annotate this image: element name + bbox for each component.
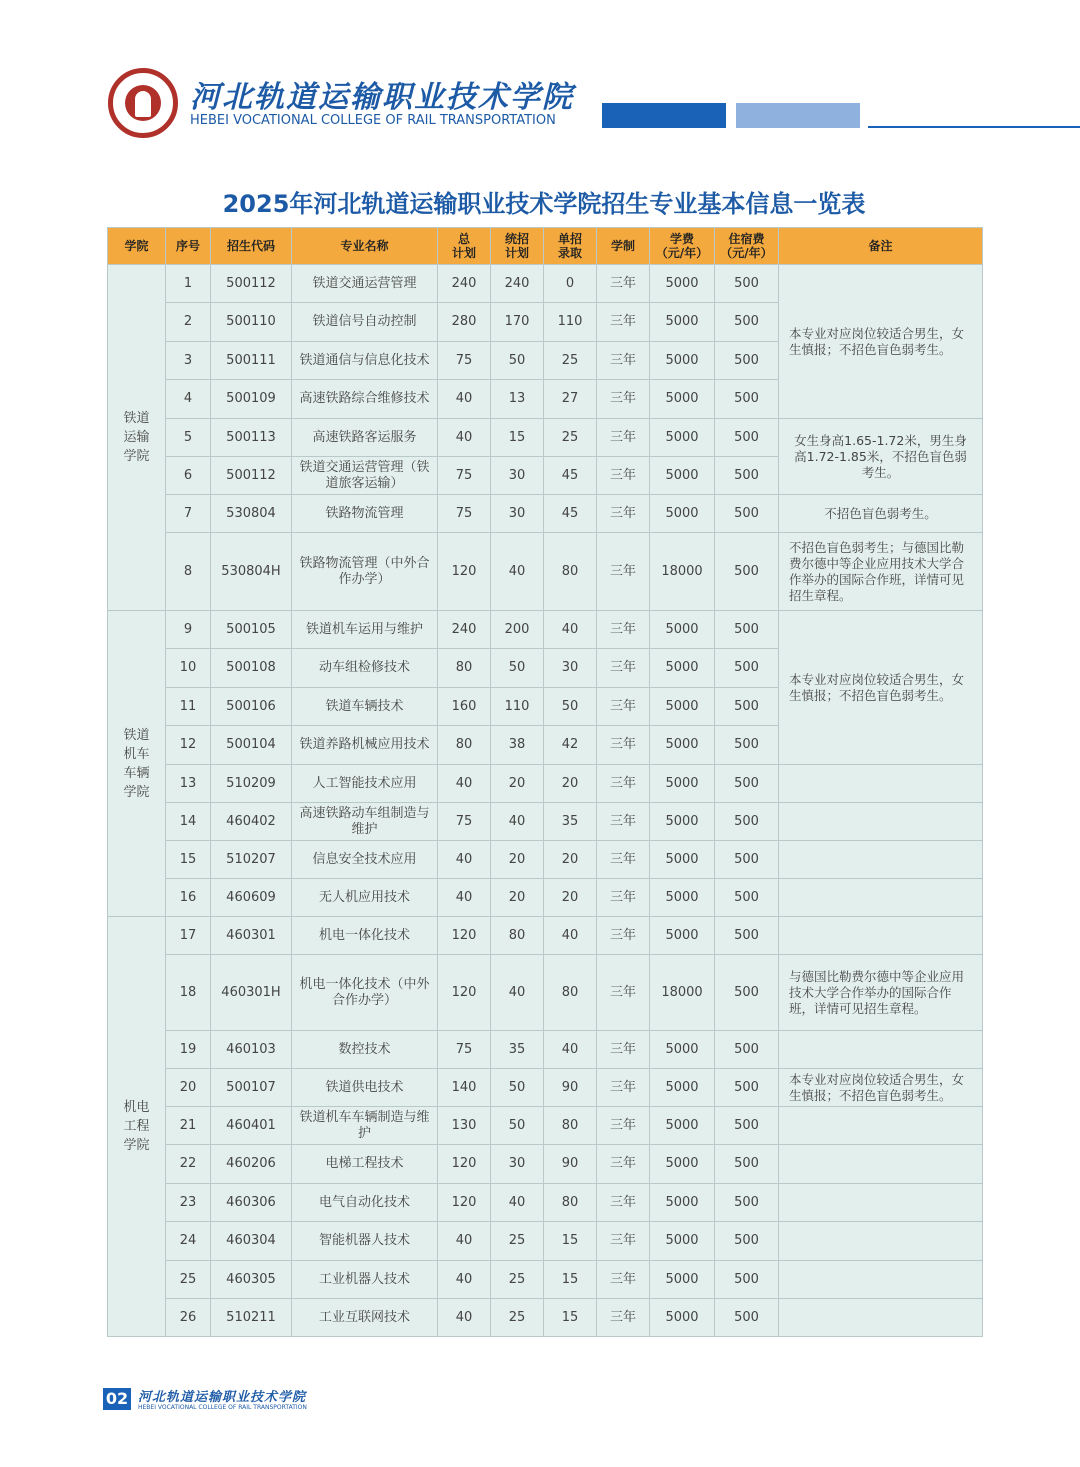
cell-years: 三年 <box>597 841 650 879</box>
cell-note <box>779 1261 983 1299</box>
cell-major: 铁路物流管理 <box>292 495 438 533</box>
cell-major: 高速铁路客运服务 <box>292 419 438 457</box>
cell-no: 2 <box>166 303 211 342</box>
cell-tuition: 5000 <box>650 726 715 765</box>
cell-single: 110 <box>544 303 597 342</box>
cell-dorm: 500 <box>715 955 779 1031</box>
cell-tuition: 5000 <box>650 803 715 841</box>
table-row <box>108 1069 983 1107</box>
cell-note <box>779 841 983 879</box>
cell-years: 三年 <box>597 380 650 419</box>
cell-major: 高速铁路动车组制造与维护 <box>292 803 438 841</box>
dept-cell: 铁道机车车辆学院 <box>108 611 166 917</box>
cell-unified: 13 <box>491 380 544 419</box>
cell-note <box>779 917 983 955</box>
col-header-unified: 统招 计划 <box>491 228 544 265</box>
cell-total: 40 <box>438 1299 491 1337</box>
cell-dorm: 500 <box>715 726 779 765</box>
cell-code: 500109 <box>211 380 292 419</box>
table-header-row <box>108 228 983 265</box>
cell-note: 本专业对应岗位较适合男生，女生慎报；不招色盲色弱考生。 <box>779 1069 983 1107</box>
cell-note <box>779 765 983 803</box>
cell-total: 140 <box>438 1069 491 1107</box>
cell-dorm: 500 <box>715 1222 779 1261</box>
table-row <box>108 419 983 457</box>
col-header-code: 招生代码 <box>211 228 292 265</box>
col-header-dept: 学院 <box>108 228 166 265</box>
col-header-no: 序号 <box>166 228 211 265</box>
cell-tuition: 5000 <box>650 1299 715 1337</box>
cell-code: 460301 <box>211 917 292 955</box>
cell-total: 120 <box>438 955 491 1031</box>
cell-dorm: 500 <box>715 1107 779 1145</box>
cell-single: 20 <box>544 841 597 879</box>
cell-years: 三年 <box>597 1069 650 1107</box>
cell-major: 工业机器人技术 <box>292 1261 438 1299</box>
cell-no: 25 <box>166 1261 211 1299</box>
cell-dorm: 500 <box>715 1145 779 1184</box>
cell-note: 不招色盲色弱考生；与德国比勒费尔德中等企业应用技术大学合作举办的国际合作班，详情可见招生章程。 <box>779 533 983 611</box>
table-row <box>108 1184 983 1222</box>
cell-code: 500111 <box>211 342 292 380</box>
cell-no: 6 <box>166 457 211 495</box>
col-header-dorm: 住宿费 （元/年） <box>715 228 779 265</box>
cell-dorm: 500 <box>715 841 779 879</box>
cell-tuition: 18000 <box>650 533 715 611</box>
cell-note <box>779 1031 983 1069</box>
table-row <box>108 495 983 533</box>
cell-unified: 40 <box>491 955 544 1031</box>
cell-note <box>779 879 983 917</box>
cell-years: 三年 <box>597 917 650 955</box>
cell-note: 本专业对应岗位较适合男生，女生慎报；不招色盲色弱考生。 <box>779 611 983 765</box>
cell-single: 80 <box>544 1107 597 1145</box>
cell-code: 510209 <box>211 765 292 803</box>
cell-years: 三年 <box>597 649 650 688</box>
cell-total: 40 <box>438 765 491 803</box>
cell-dorm: 500 <box>715 457 779 495</box>
cell-unified: 30 <box>491 457 544 495</box>
cell-single: 15 <box>544 1261 597 1299</box>
table-row <box>108 1299 983 1337</box>
header-accent-line <box>868 126 1080 128</box>
cell-no: 1 <box>166 265 211 303</box>
cell-single: 90 <box>544 1145 597 1184</box>
cell-code: 460402 <box>211 803 292 841</box>
cell-unified: 20 <box>491 841 544 879</box>
cell-single: 0 <box>544 265 597 303</box>
cell-single: 80 <box>544 955 597 1031</box>
cell-tuition: 5000 <box>650 611 715 649</box>
table-row <box>108 1261 983 1299</box>
cell-code: 460206 <box>211 1145 292 1184</box>
cell-years: 三年 <box>597 611 650 649</box>
cell-dorm: 500 <box>715 688 779 726</box>
table-row <box>108 1107 983 1145</box>
cell-no: 20 <box>166 1069 211 1107</box>
cell-no: 3 <box>166 342 211 380</box>
seal-emblem <box>135 91 151 117</box>
cell-no: 22 <box>166 1145 211 1184</box>
cell-unified: 15 <box>491 419 544 457</box>
cell-code: 500105 <box>211 611 292 649</box>
cell-unified: 50 <box>491 1069 544 1107</box>
table-row <box>108 611 983 649</box>
cell-no: 8 <box>166 533 211 611</box>
cell-unified: 200 <box>491 611 544 649</box>
cell-no: 4 <box>166 380 211 419</box>
cell-code: 500112 <box>211 265 292 303</box>
cell-years: 三年 <box>597 879 650 917</box>
cell-total: 130 <box>438 1107 491 1145</box>
cell-tuition: 5000 <box>650 495 715 533</box>
cell-single: 40 <box>544 917 597 955</box>
table-row <box>108 1145 983 1184</box>
cell-no: 9 <box>166 611 211 649</box>
cell-major: 电梯工程技术 <box>292 1145 438 1184</box>
cell-single: 15 <box>544 1222 597 1261</box>
cell-single: 80 <box>544 533 597 611</box>
cell-years: 三年 <box>597 803 650 841</box>
cell-years: 三年 <box>597 1184 650 1222</box>
cell-years: 三年 <box>597 1299 650 1337</box>
footer-college-name-cn: 河北轨道运输职业技术学院 <box>138 1390 307 1405</box>
cell-code: 460306 <box>211 1184 292 1222</box>
table-row <box>108 1222 983 1261</box>
cell-dorm: 500 <box>715 1069 779 1107</box>
table-row <box>108 955 983 1031</box>
cell-total: 80 <box>438 649 491 688</box>
footer-college-name-en: HEBEI VOCATIONAL COLLEGE OF RAIL TRANSPORTATION <box>138 1404 307 1411</box>
cell-unified: 40 <box>491 533 544 611</box>
cell-code: 500107 <box>211 1069 292 1107</box>
cell-unified: 240 <box>491 265 544 303</box>
cell-dorm: 500 <box>715 380 779 419</box>
table-row <box>108 841 983 879</box>
cell-code: 460103 <box>211 1031 292 1069</box>
table-row <box>108 265 983 303</box>
cell-code: 500110 <box>211 303 292 342</box>
cell-major: 动车组检修技术 <box>292 649 438 688</box>
cell-tuition: 5000 <box>650 917 715 955</box>
header-accent-bar-dark <box>602 103 726 128</box>
cell-note: 本专业对应岗位较适合男生，女生慎报；不招色盲色弱考生。 <box>779 265 983 419</box>
cell-total: 75 <box>438 342 491 380</box>
cell-tuition: 5000 <box>650 841 715 879</box>
cell-single: 45 <box>544 495 597 533</box>
page-number: 02 <box>103 1388 131 1410</box>
cell-tuition: 5000 <box>650 265 715 303</box>
cell-total: 40 <box>438 841 491 879</box>
cell-tuition: 5000 <box>650 765 715 803</box>
cell-no: 13 <box>166 765 211 803</box>
cell-single: 35 <box>544 803 597 841</box>
cell-dorm: 500 <box>715 1261 779 1299</box>
cell-code: 460301H <box>211 955 292 1031</box>
cell-no: 14 <box>166 803 211 841</box>
cell-major: 铁道养路机械应用技术 <box>292 726 438 765</box>
cell-years: 三年 <box>597 1031 650 1069</box>
cell-single: 25 <box>544 342 597 380</box>
cell-total: 160 <box>438 688 491 726</box>
cell-single: 42 <box>544 726 597 765</box>
cell-no: 11 <box>166 688 211 726</box>
cell-note <box>779 1299 983 1337</box>
cell-years: 三年 <box>597 1145 650 1184</box>
cell-years: 三年 <box>597 1222 650 1261</box>
cell-no: 21 <box>166 1107 211 1145</box>
table-row <box>108 879 983 917</box>
cell-dorm: 500 <box>715 803 779 841</box>
cell-note <box>779 1107 983 1145</box>
cell-dorm: 500 <box>715 533 779 611</box>
cell-note <box>779 1145 983 1184</box>
cell-dorm: 500 <box>715 917 779 955</box>
cell-tuition: 5000 <box>650 342 715 380</box>
cell-major: 高速铁路综合维修技术 <box>292 380 438 419</box>
cell-major: 铁道机车运用与维护 <box>292 611 438 649</box>
cell-unified: 40 <box>491 1184 544 1222</box>
cell-code: 500106 <box>211 688 292 726</box>
cell-unified: 25 <box>491 1299 544 1337</box>
table-row <box>108 765 983 803</box>
cell-dorm: 500 <box>715 611 779 649</box>
cell-major: 信息安全技术应用 <box>292 841 438 879</box>
cell-tuition: 5000 <box>650 1261 715 1299</box>
cell-unified: 50 <box>491 649 544 688</box>
cell-total: 240 <box>438 265 491 303</box>
cell-no: 10 <box>166 649 211 688</box>
cell-code: 500112 <box>211 457 292 495</box>
cell-total: 80 <box>438 726 491 765</box>
cell-major: 数控技术 <box>292 1031 438 1069</box>
cell-total: 120 <box>438 1145 491 1184</box>
cell-years: 三年 <box>597 342 650 380</box>
cell-years: 三年 <box>597 1107 650 1145</box>
cell-code: 460305 <box>211 1261 292 1299</box>
cell-no: 18 <box>166 955 211 1031</box>
dept-cell: 铁道运输学院 <box>108 265 166 611</box>
cell-dorm: 500 <box>715 649 779 688</box>
cell-single: 27 <box>544 380 597 419</box>
cell-major: 铁道交通运营管理 <box>292 265 438 303</box>
table-row <box>108 917 983 955</box>
col-header-major: 专业名称 <box>292 228 438 265</box>
cell-note: 不招色盲色弱考生。 <box>779 495 983 533</box>
cell-major: 铁道通信与信息化技术 <box>292 342 438 380</box>
cell-single: 25 <box>544 419 597 457</box>
cell-major: 机电一体化技术（中外合作办学） <box>292 955 438 1031</box>
cell-note <box>779 1222 983 1261</box>
cell-total: 40 <box>438 1261 491 1299</box>
cell-unified: 50 <box>491 342 544 380</box>
cell-major: 工业互联网技术 <box>292 1299 438 1337</box>
cell-major: 铁道供电技术 <box>292 1069 438 1107</box>
cell-unified: 30 <box>491 495 544 533</box>
col-header-total: 总 计划 <box>438 228 491 265</box>
cell-code: 460609 <box>211 879 292 917</box>
cell-major: 无人机应用技术 <box>292 879 438 917</box>
cell-dorm: 500 <box>715 495 779 533</box>
col-header-single: 单招 录取 <box>544 228 597 265</box>
cell-tuition: 5000 <box>650 1031 715 1069</box>
cell-major: 机电一体化技术 <box>292 917 438 955</box>
cell-major: 铁路物流管理（中外合作办学） <box>292 533 438 611</box>
cell-years: 三年 <box>597 303 650 342</box>
cell-major: 人工智能技术应用 <box>292 765 438 803</box>
cell-single: 90 <box>544 1069 597 1107</box>
cell-tuition: 5000 <box>650 1107 715 1145</box>
cell-unified: 25 <box>491 1222 544 1261</box>
cell-single: 20 <box>544 765 597 803</box>
cell-single: 40 <box>544 1031 597 1069</box>
cell-major: 铁道信号自动控制 <box>292 303 438 342</box>
cell-single: 20 <box>544 879 597 917</box>
cell-years: 三年 <box>597 1261 650 1299</box>
college-seal-logo <box>108 68 178 138</box>
cell-total: 75 <box>438 803 491 841</box>
cell-total: 120 <box>438 917 491 955</box>
cell-unified: 38 <box>491 726 544 765</box>
cell-code: 500108 <box>211 649 292 688</box>
cell-unified: 40 <box>491 803 544 841</box>
dept-cell: 机电工程学院 <box>108 917 166 1337</box>
cell-total: 75 <box>438 495 491 533</box>
cell-single: 80 <box>544 1184 597 1222</box>
cell-code: 530804H <box>211 533 292 611</box>
cell-major: 电气自动化技术 <box>292 1184 438 1222</box>
cell-note <box>779 803 983 841</box>
cell-dorm: 500 <box>715 303 779 342</box>
page-title: 2025年河北轨道运输职业技术学院招生专业基本信息一览表 <box>222 190 866 218</box>
cell-code: 460401 <box>211 1107 292 1145</box>
college-name-en: HEBEI VOCATIONAL COLLEGE OF RAIL TRANSPORTATION <box>190 113 556 128</box>
cell-dorm: 500 <box>715 1031 779 1069</box>
col-header-years: 学制 <box>597 228 650 265</box>
cell-tuition: 5000 <box>650 380 715 419</box>
cell-tuition: 5000 <box>650 1222 715 1261</box>
cell-years: 三年 <box>597 457 650 495</box>
cell-unified: 20 <box>491 765 544 803</box>
cell-no: 5 <box>166 419 211 457</box>
cell-major: 智能机器人技术 <box>292 1222 438 1261</box>
table-row <box>108 803 983 841</box>
cell-no: 24 <box>166 1222 211 1261</box>
cell-unified: 80 <box>491 917 544 955</box>
cell-total: 280 <box>438 303 491 342</box>
cell-note: 与德国比勒费尔德中等企业应用技术大学合作举办的国际合作班，详情可见招生章程。 <box>779 955 983 1031</box>
cell-total: 120 <box>438 1184 491 1222</box>
cell-tuition: 5000 <box>650 303 715 342</box>
cell-years: 三年 <box>597 533 650 611</box>
cell-unified: 35 <box>491 1031 544 1069</box>
cell-tuition: 5000 <box>650 1069 715 1107</box>
cell-major: 铁道机车车辆制造与维护 <box>292 1107 438 1145</box>
col-header-note: 备注 <box>779 228 983 265</box>
cell-no: 26 <box>166 1299 211 1337</box>
cell-total: 120 <box>438 533 491 611</box>
col-header-tuition: 学费 （元/年） <box>650 228 715 265</box>
cell-tuition: 5000 <box>650 879 715 917</box>
cell-single: 30 <box>544 649 597 688</box>
cell-dorm: 500 <box>715 1184 779 1222</box>
cell-tuition: 5000 <box>650 1145 715 1184</box>
cell-total: 40 <box>438 380 491 419</box>
cell-code: 510207 <box>211 841 292 879</box>
cell-no: 7 <box>166 495 211 533</box>
cell-tuition: 5000 <box>650 419 715 457</box>
cell-no: 19 <box>166 1031 211 1069</box>
cell-total: 240 <box>438 611 491 649</box>
cell-years: 三年 <box>597 955 650 1031</box>
cell-single: 15 <box>544 1299 597 1337</box>
table-row <box>108 1031 983 1069</box>
cell-total: 75 <box>438 1031 491 1069</box>
college-name-cn: 河北轨道运输职业技术学院 <box>190 80 574 115</box>
cell-no: 23 <box>166 1184 211 1222</box>
cell-dorm: 500 <box>715 1299 779 1337</box>
cell-code: 460304 <box>211 1222 292 1261</box>
header-accent-bar-light <box>736 103 860 128</box>
cell-years: 三年 <box>597 419 650 457</box>
cell-total: 40 <box>438 1222 491 1261</box>
cell-dorm: 500 <box>715 879 779 917</box>
cell-single: 50 <box>544 688 597 726</box>
cell-single: 45 <box>544 457 597 495</box>
cell-no: 15 <box>166 841 211 879</box>
cell-total: 40 <box>438 419 491 457</box>
cell-tuition: 5000 <box>650 457 715 495</box>
cell-code: 500113 <box>211 419 292 457</box>
cell-tuition: 5000 <box>650 1184 715 1222</box>
cell-code: 510211 <box>211 1299 292 1337</box>
cell-unified: 25 <box>491 1261 544 1299</box>
cell-dorm: 500 <box>715 419 779 457</box>
cell-unified: 50 <box>491 1107 544 1145</box>
cell-major: 铁道车辆技术 <box>292 688 438 726</box>
cell-tuition: 5000 <box>650 649 715 688</box>
cell-total: 75 <box>438 457 491 495</box>
cell-years: 三年 <box>597 765 650 803</box>
cell-years: 三年 <box>597 688 650 726</box>
cell-unified: 170 <box>491 303 544 342</box>
cell-no: 16 <box>166 879 211 917</box>
cell-single: 40 <box>544 611 597 649</box>
cell-note: 女生身高1.65-1.72米，男生身高1.72-1.85米，不招色盲色弱考生。 <box>779 419 983 495</box>
cell-tuition: 5000 <box>650 688 715 726</box>
cell-years: 三年 <box>597 726 650 765</box>
cell-major: 铁道交通运营管理（铁道旅客运输） <box>292 457 438 495</box>
cell-dorm: 500 <box>715 342 779 380</box>
cell-years: 三年 <box>597 265 650 303</box>
cell-unified: 30 <box>491 1145 544 1184</box>
cell-dorm: 500 <box>715 265 779 303</box>
cell-code: 500104 <box>211 726 292 765</box>
cell-unified: 20 <box>491 879 544 917</box>
cell-code: 530804 <box>211 495 292 533</box>
cell-total: 40 <box>438 879 491 917</box>
cell-no: 17 <box>166 917 211 955</box>
cell-tuition: 18000 <box>650 955 715 1031</box>
enrollment-table <box>107 227 983 1337</box>
cell-dorm: 500 <box>715 765 779 803</box>
table-row <box>108 533 983 611</box>
cell-unified: 110 <box>491 688 544 726</box>
cell-note <box>779 1184 983 1222</box>
cell-years: 三年 <box>597 495 650 533</box>
cell-no: 12 <box>166 726 211 765</box>
